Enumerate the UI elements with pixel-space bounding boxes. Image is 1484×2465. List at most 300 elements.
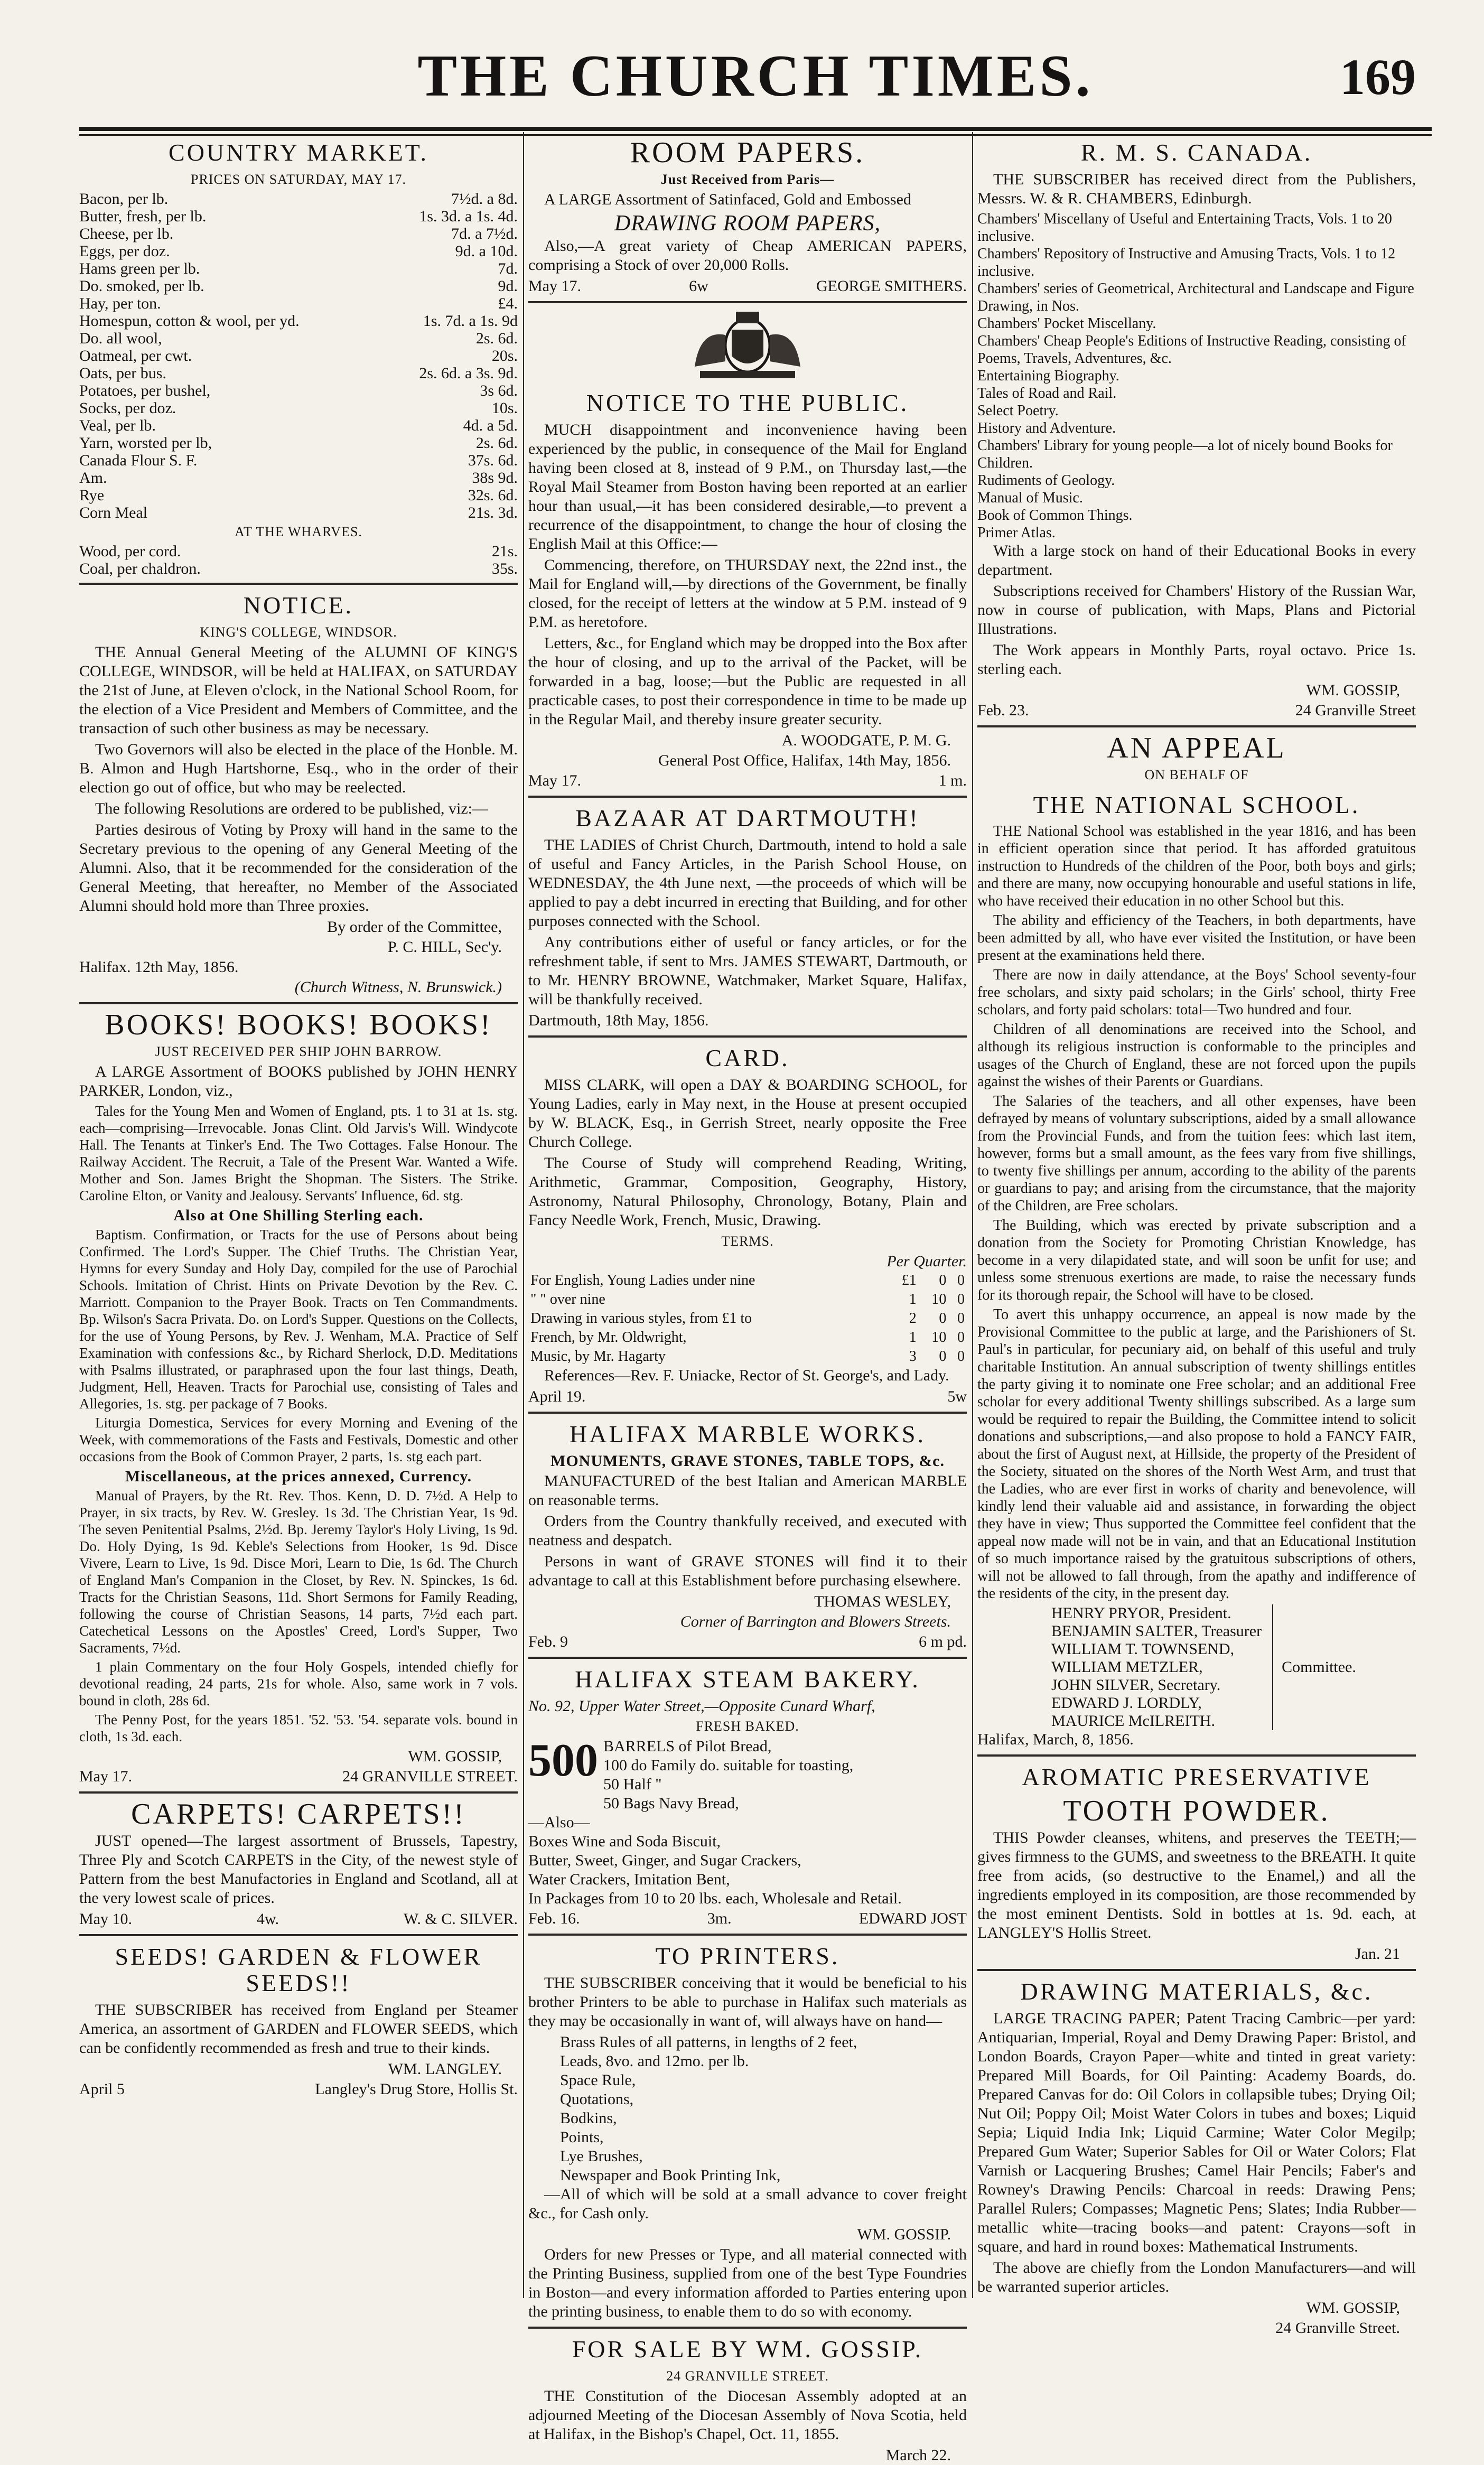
list-item: HENRY PRYOR, President. (1051, 1604, 1231, 1622)
terms-pounds: 1 (909, 1329, 917, 1346)
term: 6w (689, 277, 708, 295)
tooth-title: AROMATIC PRESERVATIVE (1022, 1763, 1371, 1790)
paragraph: Also,—A great variety of Cheap AMERICAN PAPERS, comprising a Stock of over 20,000 Rolls. (528, 237, 967, 274)
marble-subtitle: MONUMENTS, GRAVE STONES, TABLE TOPS, &c. (550, 1452, 945, 1470)
terms-pence: 0 (957, 1348, 965, 1365)
canada-advert (977, 139, 1416, 720)
divider (528, 1934, 967, 1936)
list-item: WILLIAM T. TOWNSEND, (1051, 1640, 1235, 1658)
list-item: Chambers' Cheap People's Editions of Instructive Reading, consisting of Poems, Travels, Adventures, &c. (977, 333, 1406, 367)
paragraph: —All of which will be sold at a small advance to cover freight &c., for Cash only. (528, 2186, 967, 2222)
paragraph: Parties desirous of Voting by Proxy will hand in the same to the Secretary previous to the opening of any General Meeting of the Alumni. Also, that it be recommended for the consideration of the General Meeting, that hereafter, no Member of the Associated Alumni should hold more than Three proxies. (79, 821, 518, 914)
place-date: Halifax. 12th May, 1856. (79, 958, 239, 976)
terms-item: French, by Mr. Oldwright, (530, 1329, 687, 1346)
masthead-rule (79, 127, 1432, 131)
list-item: Chambers' Miscellany of Useful and Entertaining Tracts, Vols. 1 to 20 inclusive. (977, 211, 1392, 245)
dateline (528, 1909, 967, 1928)
date: May 17. (528, 277, 581, 295)
committee-list (1051, 1604, 1273, 1730)
books-subtitle: JUST RECEIVED PER SHIP JOHN BARROW. (155, 1044, 442, 1059)
per-quarter: Per Quarter. (886, 1253, 967, 1270)
signer: P. C. HILL, Sec'y. (388, 938, 502, 956)
notice-title: NOTICE. (243, 592, 354, 619)
list-item: Water Crackers, Imitation Bent, (528, 1871, 730, 1888)
market-item: Wood, per cord. (79, 543, 181, 560)
terms-pence: 0 (957, 1272, 965, 1288)
room-papers-advert (528, 136, 967, 296)
divider (977, 725, 1416, 727)
address: Corner of Barrington and Blowers Streets. (680, 1613, 951, 1630)
terms-pence: 0 (957, 1310, 965, 1327)
section-heading: Also at One Shilling Sterling each. (173, 1207, 424, 1224)
market-row (79, 295, 518, 312)
paragraph: 1 plain Commentary on the four Holy Gospels, intended chiefly for devotional reading, 24 parts, 21s for whole. Also, same work in 7 vols. bound in cloth, 28s 6d. (79, 1659, 518, 1708)
market-item: Cheese, per lb. (79, 225, 174, 242)
market-price: 1s. 3d. a 1s. 4d. (419, 208, 518, 225)
page-number: 169 (1340, 49, 1416, 105)
list-item: Manual of Music. (977, 490, 1083, 506)
terms-row (528, 1271, 967, 1290)
paragraph: The ability and efficiency of the Teachers, in both departments, have been admitted by all, who have ever visited the Institution, or have been present at the examinations held there. (977, 912, 1416, 964)
address: 24 Granville Street. (1275, 2319, 1400, 2337)
term: 1 m. (938, 772, 967, 789)
dateline (977, 701, 1416, 720)
address: 24 GRANVILLE STREET. (342, 1768, 518, 1785)
list-item: Lye Brushes, (560, 2147, 643, 2165)
notice-kings-college (79, 592, 518, 997)
paragraph: Children of all denominations are received into the School, and although its religious instruction is conformable to the principles and usages of the Church of England, these are not forced upon the pupils against the wishes of their Parents or Guardians. (977, 1021, 1416, 1090)
terms-row (528, 1347, 967, 1366)
divider (79, 1002, 518, 1004)
divider (528, 1035, 967, 1038)
tooth-title-2: TOOTH POWDER. (1063, 1795, 1330, 1827)
date: Feb. 16. (528, 1910, 580, 1927)
bakery-address: No. 92, Upper Water Street,—Opposite Cunard Wharf, (528, 1697, 875, 1715)
market-price: 7½d. a 8d. (451, 190, 518, 208)
signer: WM. LANGLEY. (388, 2060, 502, 2078)
paragraph: With a large stock on hand of their Educational Books in every department. (977, 542, 1416, 578)
paragraph: THE Annual General Meeting of the ALUMNI OF KING'S COLLEGE, WINDSOR, will be held at HALIFAX, on SATURDAY the 21st of June, at Eleven o'clock, in the National School Room, for the election of a Vice President and Members of Committee, and the transaction of such other business as may be necessary. (79, 643, 518, 737)
date: April 5 (79, 2080, 125, 2098)
office: General Post Office, Halifax, 14th May, 1856. (658, 752, 951, 769)
notice-public (528, 390, 967, 790)
terms-shillings: 0 (939, 1272, 947, 1288)
paragraph: Letters, &c., for England which may be dropped into the Box after the hour of closing, and up to the arrival of the Packet, will be forwarded in a bag, loose;—but the Public are requested in all practicable cases, to post their correspondence in time to be made up in the Regular Mail, and thereby insure greater security. (528, 634, 967, 728)
market-item: Potatoes, per bushel, (79, 382, 211, 399)
market-item: Butter, fresh, per lb. (79, 208, 207, 225)
market-item: Do. all wool, (79, 330, 162, 347)
market-row (79, 330, 518, 347)
market-price: 21s. 3d. (468, 504, 518, 521)
for-sale-title: FOR SALE BY WM. GOSSIP. (572, 2336, 923, 2363)
market-price: £4. (498, 295, 518, 312)
terms-item: Music, by Mr. Hagarty (530, 1348, 666, 1365)
notice-public-title: NOTICE TO THE PUBLIC. (586, 389, 909, 416)
paragraph: The following Resolutions are ordered to be published, viz:— (95, 800, 489, 817)
list-item: History and Adventure. (977, 420, 1116, 436)
market-row (79, 543, 518, 560)
market-item: Oats, per bus. (79, 365, 166, 382)
committee-block (977, 1604, 1416, 1730)
committee-label: Committee. (1282, 1658, 1356, 1676)
signer: WM. GOSSIP, (1306, 681, 1400, 699)
market-price: 1s. 7d. a 1s. 9d (423, 312, 518, 330)
market-item: Rye (79, 487, 105, 504)
divider (79, 583, 518, 585)
for-sale-address: 24 GRANVILLE STREET. (666, 2368, 829, 2384)
section-heading: Miscellaneous, at the prices annexed, Currency. (125, 1468, 472, 1485)
market-row (79, 434, 518, 452)
appeal-on-behalf: ON BEHALF OF (1144, 767, 1249, 782)
dateline (79, 1767, 518, 1786)
list-item: Quotations, (560, 2090, 634, 2108)
market-row (79, 347, 518, 365)
paragraph: Commencing, therefore, on THURSDAY next, the 22nd inst., the Mail for England will,—by directions of the Government, be finally closed, for the receipt of letters at the window at 5 P.M. instead of 9 P.M. as heretofore. (528, 556, 967, 631)
market-price: 20s. (491, 347, 518, 365)
paragraph: MANUFACTURED of the best Italian and American MARBLE on reasonable terms. (528, 1472, 967, 1509)
market-row (79, 225, 518, 242)
column-divider (972, 132, 973, 2298)
market-title: COUNTRY MARKET. (169, 139, 428, 166)
canada-title: R. M. S. CANADA. (1080, 139, 1313, 166)
list-item: Book of Common Things. (977, 507, 1133, 524)
bazaar-title: BAZAAR AT DARTMOUTH! (575, 805, 920, 832)
terms-pounds: 1 (909, 1291, 917, 1308)
market-item: Corn Meal (79, 504, 148, 521)
dateline (528, 277, 967, 296)
signer: EDWARD JOST (858, 1910, 967, 1927)
market-price: 4d. a 5d. (463, 417, 518, 434)
market-price: 3s 6d. (480, 382, 518, 399)
market-price: 9d. a 10d. (455, 242, 518, 260)
divider (977, 1969, 1416, 1971)
paragraph: Persons in want of GRAVE STONES will find it to their advantage to call at this Establishment before purchasing elsewhere. (528, 1553, 967, 1589)
terms-label: TERMS. (721, 1234, 774, 1249)
date: Feb. 23. (977, 702, 1029, 719)
market-item: Oatmeal, per cwt. (79, 347, 192, 365)
paragraph: The Salaries of the teachers, and all other expenses, have been defrayed by means of voluntary subscriptions, aided by a small allowance from the Provincial Funds, and from the tuition fees: which last item, however, forms but a small amount, as the fees vary from five shillings, to twenty five shillings per annum, according to the ability of the parents or guardians to pay; and arising from the circumstance, that the majority of the Children, are Free scholars. (977, 1093, 1416, 1214)
market-item: Am. (79, 469, 107, 487)
date: May 17. (79, 1768, 132, 1785)
room-papers-title: ROOM PAPERS. (630, 136, 865, 169)
date: April 19. (528, 1388, 586, 1405)
for-sale-advert (528, 2336, 967, 2465)
list-item: BENJAMIN SALTER, Treasurer (1051, 1622, 1262, 1640)
carpets-advert (79, 1798, 518, 1929)
market-row (79, 190, 518, 208)
terms-pence: 0 (957, 1329, 965, 1346)
paragraph: LARGE TRACING PAPER; Patent Tracing Cambric—per yard: Antiquarian, Imperial, Royal and Demy Drawing Paper: Bristol, and London Boards, Crayon Paper—white and tinted in great variety: Prepared Mill Boards, for Oil Painting: Academy Boards, do. Prepared Canvas for do: Oil Colors in collapsible tubes; Drying Oil; Nut Oil; Poppy Oil; Moist Water Colors in tubes and boxes; Liquid Sepia; Liquid India Ink; Liquid Carmine; Water Color Megilp; Prepared Gum Water; Superior Sables for Oil or Water Colors; Flat Varnish or Lacquering Brushes; Camel Hair Pencils; Faber's and Rowney's Drawing Pencils: Charcoal in reeds: Drawing Pens; Parallel Rulers; Compasses; Magnetic Pens; Slates; India Rubber—metallic white—tracing books—and patent: Crayons—soft in square, and hard in round boxes: Mathematical Instruments. (977, 2010, 1416, 2255)
drawing-materials-advert (977, 1978, 1416, 2338)
paragraph: THE SUBSCRIBER has received direct from the Publishers, Messrs. W. & R. CHAMBERS, Edinburgh. (977, 171, 1416, 207)
list-item: Entertaining Biography. (977, 368, 1119, 384)
reference: References—Rev. F. Uniacke, Rector of St. George's, and Lady. (544, 1367, 949, 1384)
market-price: 2s. 6d. a 3s. 9d. (419, 365, 518, 382)
seeds-title: SEEDS! GARDEN & FLOWER SEEDS!! (115, 1943, 482, 1996)
country-market (79, 139, 518, 577)
paragraph: Liturgia Domestica, Services for every Morning and Evening of the Week, with commemorations of the Fasts and Festivals, Domestic and other occasions from the Book of Common Prayer, 2 parts, 1s. stg each part. (79, 1415, 518, 1464)
market-item: Hay, per ton. (79, 295, 161, 312)
market-row (79, 365, 518, 382)
column-2 (528, 132, 967, 2464)
market-item: Coal, per chaldron. (79, 560, 201, 577)
paragraph: MISS CLARK, will open a DAY & BOARDING SCHOOL, for Young Ladies, early in May next, in the House at present occupied by W. BLACK, Esq., in Gerrish Street, nearly opposite the Free Church College. (528, 1076, 967, 1151)
canada-list (977, 210, 1416, 541)
divider (528, 1412, 967, 1414)
market-row (79, 399, 518, 417)
paragraph: THE Constitution of the Diocesan Assembly adopted at an adjourned Meeting of the Diocesan Assembly of Nova Scotia, held at Halifax, in the Bishop's Chapel, Oct. 11, 1855. (528, 2387, 967, 2443)
dateline (79, 2080, 518, 2099)
market-item: Eggs, per doz. (79, 242, 170, 260)
marble-works-advert (528, 1421, 967, 1651)
paragraph: Subscriptions received for Chambers' History of the Russian War, now in course of publication, with Maps, Plans and Pictorial Illustrations. (977, 582, 1416, 638)
paragraph: The Work appears in Monthly Parts, royal octavo. Price 1s. sterling each. (977, 641, 1416, 678)
market-price: 38s 9d. (472, 469, 518, 487)
paragraph: Orders for new Presses or Type, and all material connected with the Printing Business, supplied from one of the best Type Foundries in Boston—and every information afforded to Parties entering upon the printing business, to enable them to do so with economy. (528, 2246, 967, 2320)
seeds-advert (79, 1944, 518, 2099)
market-price: 7d. a 7½d. (451, 225, 518, 242)
terms-table (528, 1271, 967, 1366)
market-row (79, 504, 518, 521)
market-row (79, 487, 518, 504)
appeal-advert (977, 732, 1416, 1749)
divider (528, 301, 967, 303)
paragraph: THE National School was established in the year 1816, and has been in efficient operation since that period. It has afforded gratuitous instruction to Hundreds of the children of the Poor, both boys and girls; and there are many, now occupying honourable and useful stations in life, who have received their education in no other School but this. (977, 823, 1416, 909)
list-item: Chambers' Repository of Instructive and Amusing Tracts, Vols. 1 to 12 inclusive. (977, 246, 1396, 279)
card-advert (528, 1045, 967, 1406)
dateline (528, 771, 967, 790)
divider (977, 1754, 1416, 1757)
list-item: WILLIAM METZLER, (1051, 1658, 1203, 1676)
date: May 17. (528, 772, 581, 789)
market-row (79, 242, 518, 260)
bakery-subtitle: FRESH BAKED. (696, 1719, 799, 1734)
paragraph: THE SUBSCRIBER has received from England per Steamer America, an assortment of GARDEN and FLOWER SEEDS, which can be confidently recommended as fresh and true to their kinds. (79, 2001, 518, 2057)
term: 5w (947, 1388, 967, 1405)
list-item: Boxes Wine and Soda Biscuit, (528, 1833, 721, 1850)
list-item: 50 Bags Navy Bread, (603, 1795, 739, 1812)
list-item: EDWARD J. LORDLY, (1051, 1694, 1202, 1712)
date: March 22. (885, 2447, 951, 2464)
list-item: Chambers' Pocket Miscellany. (977, 315, 1156, 332)
steam-bakery-advert (528, 1666, 967, 1928)
source: (Church Witness, N. Brunswick.) (294, 978, 502, 996)
list-item: MAURICE McILREITH. (1051, 1712, 1215, 1730)
list-item: Chambers' Library for young people—a lot of nicely bound Books for Children. (977, 437, 1393, 471)
paragraph: Manual of Prayers, by the Rt. Rev. Thos. Kenn, D. D. 7½d. A Help to Prayer, in six tracts, by Rev. W. Gresley. 1s 3d. The Christian Year, 1s 9d. The seven Penitential Psalms, 2½d. Bp. Jeremy Taylor's Holy Living, 1s 9d. Do. Holy Dying, 1s 9d. Keble's Selections from Hooker, 1s 9d. Disce Vivere, Learn to Live, 1s 9d. Disce Mori, Learn to Die, 1s 6d. The Church of England Man's Companion in the Closet, by Rev. N. Spinckes, 1s 6d. Tracts for the Christian Seasons, 11d. Short Sermons for Family Reading, following the course of Christian Seasons, 14 parts, 7½d each part. Catechetical Lessons on the Apostles' Creed, Lord's Supper, Two Sacraments, 7½d. (79, 1488, 518, 1656)
paragraph: Any contributions either of useful or fancy articles, or for the refreshment table, if sent to Mrs. JAMES STEWART, Dartmouth, or to Mr. HENRY BROWNE, Watchmaker, Market Square, Halifax, will be thankfully received. (528, 933, 967, 1008)
card-title: CARD. (705, 1044, 790, 1071)
paragraph: Orders from the Country thankfully received, and executed with neatness and despatch. (528, 1512, 967, 1549)
terms-shillings: 10 (931, 1329, 947, 1346)
signer: THOMAS WESLEY, (814, 1593, 951, 1610)
terms-item: For English, Young Ladies under nine (530, 1272, 755, 1288)
market-item: Homespun, cotton & wool, per yd. (79, 312, 300, 330)
wharves-list (79, 543, 518, 577)
market-price: 32s. 6d. (468, 487, 518, 504)
appeal-subtitle: THE NATIONAL SCHOOL. (1033, 791, 1360, 818)
drawing-title: DRAWING MATERIALS, &c. (1020, 1978, 1373, 2005)
printers-advert (528, 1943, 967, 2321)
paragraph: THE SUBSCRIBER conceiving that it would be beneficial to his brother Printers to be able to purchase in Halifax such materials as they may be occasionally in want of, will always have on hand— (528, 1974, 967, 2030)
bakery-title: HALIFAX STEAM BAKERY. (575, 1666, 920, 1693)
market-price: 37s. 6d. (468, 452, 518, 469)
printers-list (560, 2033, 967, 2185)
date: Halifax, March, 8, 1856. (977, 1731, 1134, 1748)
paragraph: The Building, which was erected by private subscription and a donation from the Society for Promoting Christian Knowledge, has become in a very dilapidated state, and will soon be unfit for use; and unless some strenuous exertions are made, to raise the necessary funds for its thorough repair, the School will have to be closed. (977, 1217, 1416, 1303)
royal-arms-icon (679, 309, 816, 382)
market-price: 7d. (498, 260, 518, 277)
column-divider (523, 132, 524, 2298)
list-item: Points, (560, 2128, 604, 2146)
list-item: Bodkins, (560, 2109, 617, 2127)
market-price: 2s. 6d. (475, 330, 518, 347)
market-date: PRICES ON SATURDAY, MAY 17. (191, 172, 406, 187)
dateline (79, 1910, 518, 1929)
list-item: In Packages from 10 to 20 lbs. each, Wholesale and Retail. (528, 1890, 902, 1907)
list-item: 50 Half " (603, 1776, 662, 1793)
terms-pence: 0 (957, 1291, 965, 1308)
wharves-title: AT THE WHARVES. (235, 524, 362, 539)
divider (79, 1934, 518, 1936)
bakery-list (528, 1737, 967, 1813)
page-title: THE CHURCH TIMES. (417, 43, 1094, 109)
marble-title: HALIFAX MARBLE WORKS. (570, 1421, 926, 1448)
market-row (79, 208, 518, 225)
paragraph: To avert this unhappy occurrence, an appeal is now made by the Provisional Committee to the public at large, and the Parishioners of St. Paul's in particular, for pecuniary aid, on behalf of this useful and truly charitable Institution. An annual subscription of twenty shillings entitles the party giving it to nominate one Free scholar; and an additional Free scholar for every additional Twenty shillings subscribed. As a large sum would be required to repair the Building, the Committee intend to solicit donations and subscriptions,—and also propose to hold a FANCY FAIR, about the first of August next, at Hillside, the property of the President of the Society, situated on the shores of the North West Arm, and trust that the Ladies, who are ever first in works of charity and benevolence, will kindly lend their valuable aid and assistance, in forwarding the object they have in view; Thus supported the Committee feel confident that the appeal now made will not be in vain, and that an Educational Institution of so much importance raised by the gratuitous subscriptions of others, will not be allowed to fall through, from the apathy and indifference of the residents of the city, in the present day. (977, 1306, 1416, 1602)
list-item: BARRELS of Pilot Bread, (603, 1738, 772, 1755)
date: Feb. 9 (528, 1633, 568, 1650)
signer: WM. GOSSIP, (1306, 2299, 1400, 2317)
terms-shillings: 0 (939, 1310, 947, 1327)
paragraph: JUST opened—The largest assortment of Brussels, Tapestry, Three Ply and Scotch CARPETS in the City, of the newest style of Pattern from the best Manufactories in England and Scotland, all at the very lowest scale of prices. (79, 1832, 518, 1907)
paragraph: The Penny Post, for the years 1851. '52. '53. '54. separate vols. bound in cloth, 1s 3d. each. (79, 1712, 518, 1744)
bakery-lines (528, 1813, 967, 1908)
terms-row (528, 1309, 967, 1328)
books-advert (79, 1009, 518, 1786)
paragraph: THE LADIES of Christ Church, Dartmouth, intend to hold a sale of useful and Fancy Articles, in the Parish School House, on WEDNESDAY, the 4th June next, —the proceeds of which will be applied to pay a debt incurred in erecting that Building, and for other purposes connected with the School. (528, 836, 967, 930)
list-item: 100 do Family do. suitable for toasting, (603, 1757, 854, 1774)
market-row (79, 312, 518, 330)
terms-row (528, 1290, 967, 1309)
divider (528, 2327, 967, 2329)
term: 6 m pd. (919, 1633, 967, 1650)
paragraph: THIS Powder cleanses, whitens, and preserves the TEETH;—gives firmness to the GUMS, and sweetness to the BREATH. It quite free from acids, (so destructive to the Enamel,) and all the ingredients employed in its composition, are those recommended by the most eminent Dentists. Sold in bottles at 1s. 9d. each, at LANGLEY'S Hollis Street. (977, 1829, 1416, 1941)
market-row (79, 560, 518, 577)
market-row (79, 469, 518, 487)
printers-title: TO PRINTERS. (655, 1943, 840, 1969)
appeal-title: AN APPEAL (1107, 732, 1286, 764)
masthead (79, 21, 1432, 122)
list-item: Leads, 8vo. and 12mo. per lb. (560, 2052, 749, 2070)
terms-item: " " over nine (530, 1291, 605, 1308)
paragraph: A LARGE Assortment of BOOKS published by JOHN HENRY PARKER, London, viz., (79, 1063, 518, 1099)
market-price: 10s. (491, 399, 518, 417)
term: 4w. (256, 1910, 279, 1928)
market-row (79, 260, 518, 277)
address: 24 Granville Street (1295, 702, 1416, 719)
list-item: Brass Rules of all patterns, in lengths of 2 feet, (560, 2033, 857, 2051)
term: 3m. (707, 1910, 732, 1927)
bazaar-advert (528, 805, 967, 1030)
list-item: Newspaper and Book Printing Ink, (560, 2167, 781, 2184)
market-price: 21s. (491, 543, 518, 560)
date: Dartmouth, 18th May, 1856. (528, 1012, 709, 1029)
signer: A. WOODGATE, P. M. G. (781, 732, 951, 749)
list-item: Butter, Sweet, Ginger, and Sugar Crackers, (528, 1852, 801, 1869)
bakery-lines (603, 1737, 967, 1813)
terms-shillings: 0 (939, 1348, 947, 1365)
market-item: Socks, per doz. (79, 399, 176, 417)
list-item: Tales of Road and Rail. (977, 385, 1117, 402)
market-price: 9d. (498, 277, 518, 295)
paragraph: Baptism. Confirmation, or Tracts for the use of Persons about being Confirmed. The Lord's Supper. The Chief Truths. The Christian Year, Hymns for every Sunday and Holy Day, compiled for the use of Parochial Schools. Imitation of Christ. Hints on Private Devotion by the Rev. C. Marriott. Companion to the Prayer Book. Tracts on Ten Commandments. Bp. Wilson's Sacra Privata. Do. on Lord's Supper. Questions on the Collects, for the use of Young Persons, by Rev. J. Wenham, M.A. Practice of Self Examination with confessions &c., by Richard Sherlock, D.D. Meditations with Psalms illustrated, or paraphrased upon the four last things, Death, Judgment, Hell, Heaven. Tracts for Parochial use, consisting of Tales and Allegories, 1s. stg. per package of 7 Books. (79, 1227, 518, 1412)
divider (528, 1657, 967, 1659)
signer: WM. GOSSIP, (408, 1748, 502, 1765)
terms-pounds: 3 (909, 1348, 917, 1365)
big-number: 500 (528, 1735, 598, 1786)
market-list (79, 190, 518, 521)
paragraph: Two Governors will also be elected in the place of the Honble. M. B. Almon and Hugh Hartshorne, Esq., who in the order of their election go out of office, but who may be reelected. (79, 741, 518, 796)
signer: WM. GOSSIP. (857, 2226, 951, 2243)
room-papers-subtitle: Just Received from Paris— (660, 172, 835, 187)
market-row (79, 382, 518, 399)
terms-shillings: 10 (931, 1291, 947, 1308)
paragraph: Tales for the Young Men and Women of England, pts. 1 to 31 at 1s. stg. each—comprising—Irrevocable. Jonas Clint. Old Jarvis's Will. Windycote Hall. The Tenants at Tinker's End. The Two Cottages. False Honour. The Railway Accident. The Recruit, a Tale of the Present War. Wanted a Wife. Mother and Son. James Bright the Shopman. The Sisters. The Strike. Caroline Elton, or Vanity and Jealousy. Servants' Influence, 6d. stg. (79, 1103, 518, 1203)
notice-subtitle: KING'S COLLEGE, WINDSOR. (200, 624, 397, 640)
divider (528, 796, 967, 798)
signer: W. & C. SILVER. (403, 1910, 518, 1928)
terms-pounds: £1 (901, 1272, 917, 1288)
list-item: Space Rule, (560, 2071, 636, 2089)
paragraph: A LARGE Assortment of Satinfaced, Gold and Embossed (544, 191, 911, 208)
list-item: JOHN SILVER, Secretary. (1051, 1676, 1221, 1694)
list-item: Primer Atlas. (977, 525, 1056, 541)
list-item: Rudiments of Geology. (977, 472, 1115, 489)
market-item: Hams green per lb. (79, 260, 200, 277)
market-item: Do. smoked, per lb. (79, 277, 204, 295)
column-3 (977, 132, 1416, 2337)
market-row (79, 452, 518, 469)
by-order: By order of the Committee, (327, 918, 502, 936)
list-item: Select Poetry. (977, 403, 1059, 419)
market-item: Bacon, per lb. (79, 190, 169, 208)
terms-row (528, 1328, 967, 1347)
paragraph: The above are chiefly from the London Manufacturers—and will be warranted superior articles. (977, 2259, 1416, 2295)
terms-item: Drawing in various styles, from £1 to (530, 1310, 752, 1327)
divider (79, 1791, 518, 1794)
dateline (528, 1632, 967, 1651)
paragraph: There are now in daily attendance, at the Boys' School seventy-four free scholars, and sixty paid scholars; in the Girls' school, thirty Free scholars, and forty paid scholars: total—Two hundred and four. (977, 967, 1416, 1018)
address: Langley's Drug Store, Hollis St. (315, 2080, 518, 2098)
date: May 10. (79, 1910, 132, 1928)
terms-pounds: 2 (909, 1310, 917, 1327)
market-row (79, 277, 518, 295)
list-item: —Also— (528, 1814, 590, 1831)
market-item: Veal, per lb. (79, 417, 156, 434)
paragraph: MUCH disappointment and inconvenience having been experienced by the public, in consequence of the Mail for England having been closed at 8, instead of 9 P.M., on Thursday last,—the Royal Mail Steamer from Boston having been reported at an earlier hour than usual,—it has been considered desirable,—to prevent a recurrence of the disappointment, to change the hour of closing the English Mail at this Office:— (528, 421, 967, 553)
signer: GEORGE SMITHERS. (816, 277, 967, 295)
date: Jan. 21 (1355, 1945, 1400, 1963)
market-price: 2s. 6d. (475, 434, 518, 452)
market-item: Yarn, worsted per lb, (79, 434, 212, 452)
dateline (528, 1387, 967, 1406)
market-row (79, 417, 518, 434)
tooth-powder-advert (977, 1764, 1416, 1964)
emphasis: DRAWING ROOM PAPERS, (614, 211, 881, 236)
paragraph: The Course of Study will comprehend Reading, Writing, Arithmetic, Grammar, Composition, Geography, History, Astronomy, Natural Philosophy, Chronology, Botany, Plain and Fancy Needle Work, French, Music, Drawing. (528, 1154, 967, 1229)
market-item: Canada Flour S. F. (79, 452, 198, 469)
